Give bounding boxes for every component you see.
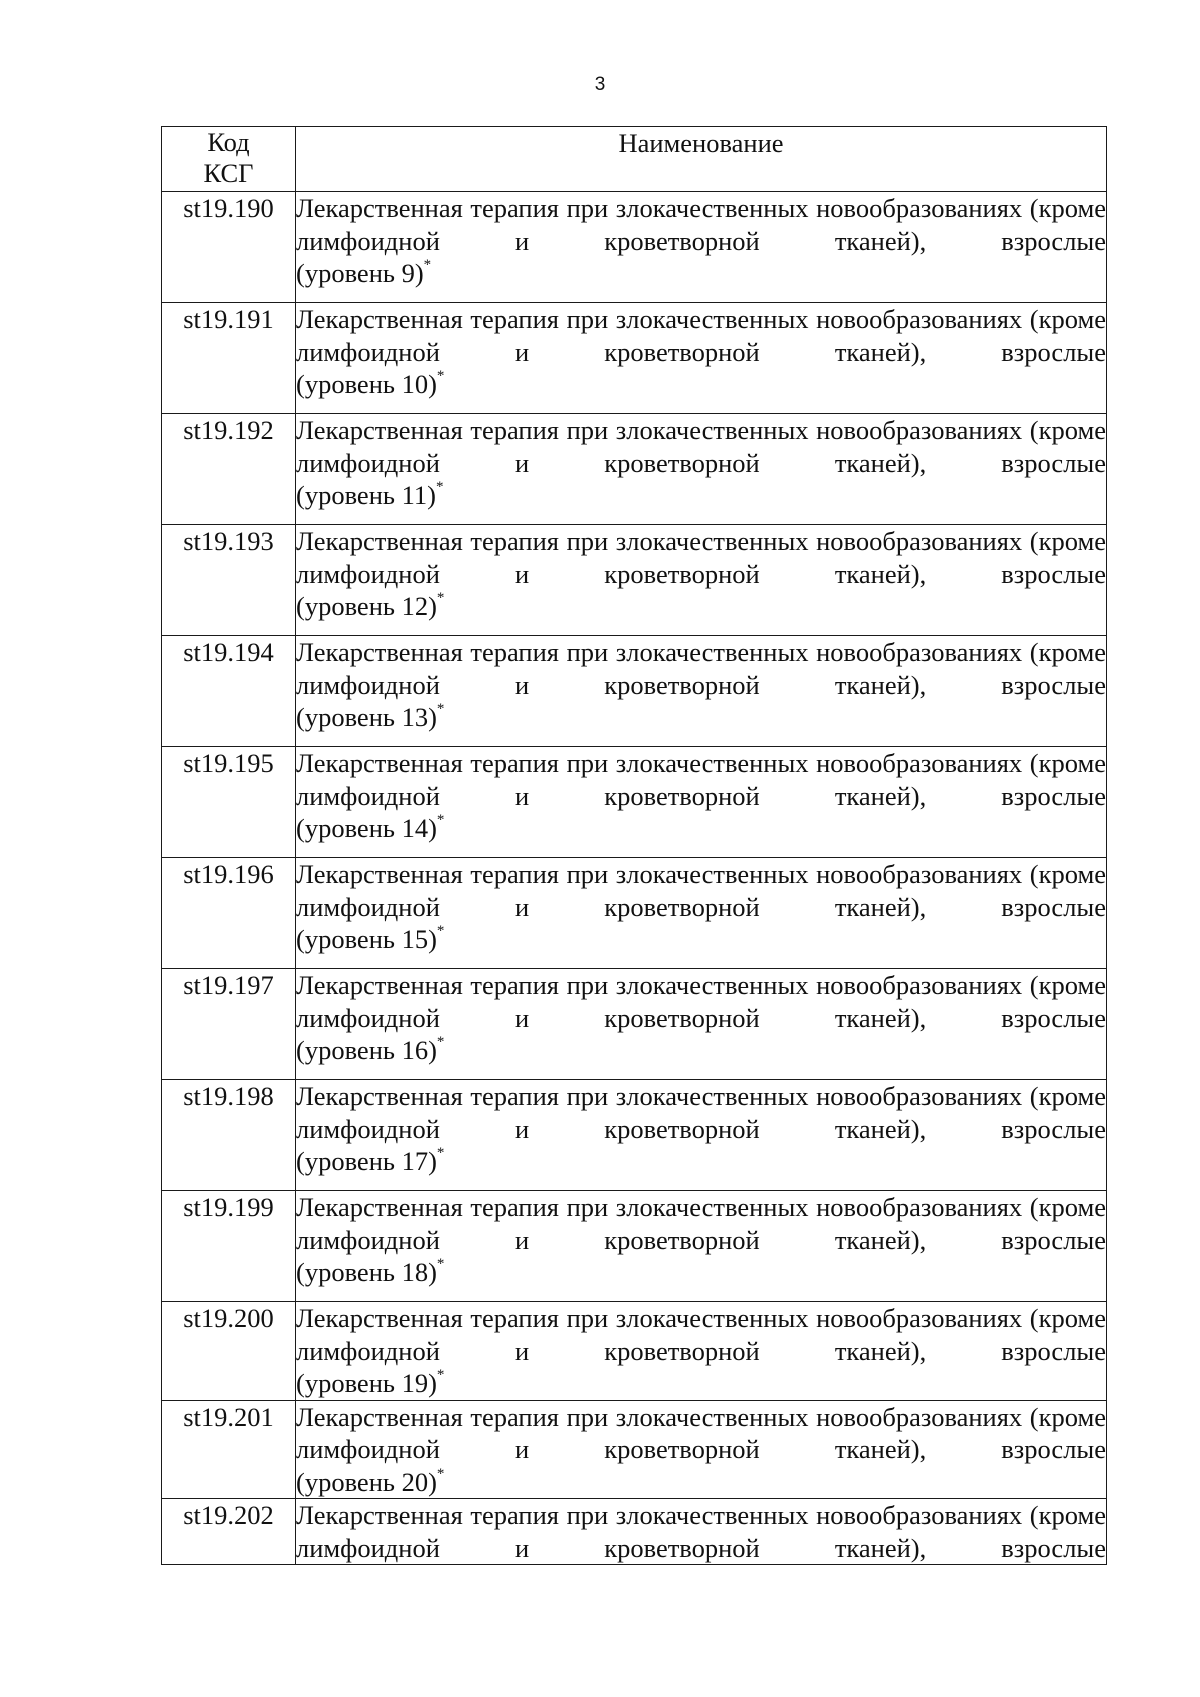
ksg-level-line [296, 1256, 1106, 1289]
ksg-level-line [296, 1145, 1106, 1178]
ksg-level-line [296, 590, 1106, 623]
ksg-name-text: Лекарственная терапия при злокачественных новообразованиях (кроме лимфоидной и кроветворной тканей), взрослые [296, 1500, 1106, 1563]
footnote-mark: * [423, 257, 432, 274]
ksg-level: (уровень 10) [296, 369, 437, 399]
ksg-name [296, 1302, 1107, 1401]
ksg-level: (уровень 11) [296, 480, 436, 510]
ksg-name [296, 969, 1107, 1080]
ksg-level: (уровень 19) [296, 1368, 437, 1398]
ksg-code: st19.195 [162, 747, 296, 858]
footnote-mark: * [436, 368, 445, 385]
ksg-name [296, 525, 1107, 636]
ksg-name-text: Лекарственная терапия при злокачественных новообразованиях (кроме лимфоидной и кроветворной тканей), взрослые [296, 304, 1106, 367]
ksg-name-text: Лекарственная терапия при злокачественных новообразованиях (кроме лимфоидной и кроветворной тканей), взрослые [296, 1192, 1106, 1255]
ksg-level: (уровень 16) [296, 1035, 437, 1065]
ksg-code: st19.199 [162, 1191, 296, 1302]
ksg-level: (уровень 15) [296, 924, 437, 954]
header-row [162, 127, 1107, 192]
ksg-level-line [296, 1034, 1106, 1067]
footnote-mark: * [436, 812, 445, 829]
ksg-level: (уровень 14) [296, 813, 437, 843]
table-row [162, 636, 1107, 747]
ksg-code: st19.198 [162, 1080, 296, 1191]
ksg-name-text: Лекарственная терапия при злокачественных новообразованиях (кроме лимфоидной и кроветворной тканей), взрослые [296, 526, 1106, 589]
ksg-level-line [296, 368, 1106, 401]
ksg-name [296, 1499, 1107, 1565]
ksg-name-text: Лекарственная терапия при злокачественных новообразованиях (кроме лимфоидной и кроветворной тканей), взрослые [296, 1081, 1106, 1144]
table-row [162, 1400, 1107, 1499]
ksg-code: st19.190 [162, 192, 296, 303]
header-code-line2: КСГ [203, 158, 254, 188]
table-row [162, 414, 1107, 525]
table-row [162, 1191, 1107, 1302]
footnote-mark: * [436, 1145, 445, 1162]
ksg-code: st19.202 [162, 1499, 296, 1565]
footnote-mark: * [436, 1367, 445, 1384]
footnote-mark: * [436, 1034, 445, 1051]
header-name-cell: Наименование [296, 127, 1107, 192]
ksg-level-line [296, 812, 1106, 845]
ksg-name-text: Лекарственная терапия при злокачественных новообразованиях (кроме лимфоидной и кроветворной тканей), взрослые [296, 748, 1106, 811]
ksg-name-text: Лекарственная терапия при злокачественных новообразованиях (кроме лимфоидной и кроветворной тканей), взрослые [296, 1401, 1106, 1464]
footnote-mark: * [436, 1465, 445, 1482]
ksg-level: (уровень 13) [296, 702, 437, 732]
ksg-name [296, 303, 1107, 414]
table-row [162, 858, 1107, 969]
ksg-table [161, 126, 1107, 1565]
ksg-name [296, 1191, 1107, 1302]
ksg-level: (уровень 12) [296, 591, 437, 621]
table-row [162, 1080, 1107, 1191]
ksg-code: st19.194 [162, 636, 296, 747]
footnote-mark: * [436, 923, 445, 940]
ksg-name-text: Лекарственная терапия при злокачественных новообразованиях (кроме лимфоидной и кроветворной тканей), взрослые [296, 415, 1106, 478]
table-row [162, 969, 1107, 1080]
table-row [162, 1302, 1107, 1401]
footnote-mark: * [436, 701, 445, 718]
ksg-code: st19.200 [162, 1302, 296, 1401]
ksg-level: (уровень 18) [296, 1257, 437, 1287]
ksg-name-text: Лекарственная терапия при злокачественных новообразованиях (кроме лимфоидной и кроветворной тканей), взрослые [296, 193, 1106, 256]
ksg-level: (уровень 9) [296, 258, 424, 288]
ksg-code: st19.192 [162, 414, 296, 525]
ksg-level: (уровень 20) [296, 1466, 437, 1497]
ksg-level-line [296, 701, 1106, 734]
page-number: 3 [594, 74, 606, 95]
ksg-level-line [296, 923, 1106, 956]
ksg-code: st19.191 [162, 303, 296, 414]
ksg-level-line [296, 1466, 1106, 1499]
ksg-name [296, 747, 1107, 858]
ksg-name [296, 636, 1107, 747]
header-code-cell [162, 127, 296, 192]
ksg-code: st19.193 [162, 525, 296, 636]
footnote-mark: * [435, 479, 444, 496]
ksg-name [296, 858, 1107, 969]
ksg-code: st19.197 [162, 969, 296, 1080]
footnote-mark: * [436, 1256, 445, 1273]
ksg-name-text: Лекарственная терапия при злокачественных новообразованиях (кроме лимфоидной и кроветворной тканей), взрослые [296, 1303, 1106, 1366]
footnote-mark: * [436, 590, 445, 607]
ksg-name-text: Лекарственная терапия при злокачественных новообразованиях (кроме лимфоидной и кроветворной тканей), взрослые [296, 859, 1106, 922]
table-row [162, 747, 1107, 858]
table-row [162, 525, 1107, 636]
table-row [162, 192, 1107, 303]
ksg-level-line [296, 257, 1106, 290]
table-body [162, 192, 1107, 1565]
ksg-code: st19.201 [162, 1400, 296, 1499]
ksg-name-text: Лекарственная терапия при злокачественных новообразованиях (кроме лимфоидной и кроветворной тканей), взрослые [296, 970, 1106, 1033]
header-code-line1: Код [207, 127, 250, 157]
ksg-code: st19.196 [162, 858, 296, 969]
ksg-level-line [296, 1367, 1106, 1400]
ksg-name [296, 414, 1107, 525]
table-header [162, 127, 1107, 192]
ksg-level-line [296, 479, 1106, 512]
table-row [162, 303, 1107, 414]
table-row [162, 1499, 1107, 1565]
ksg-name [296, 1400, 1107, 1499]
ksg-name [296, 1080, 1107, 1191]
ksg-name-text: Лекарственная терапия при злокачественных новообразованиях (кроме лимфоидной и кроветворной тканей), взрослые [296, 637, 1106, 700]
ksg-name [296, 192, 1107, 303]
ksg-level: (уровень 17) [296, 1146, 437, 1176]
